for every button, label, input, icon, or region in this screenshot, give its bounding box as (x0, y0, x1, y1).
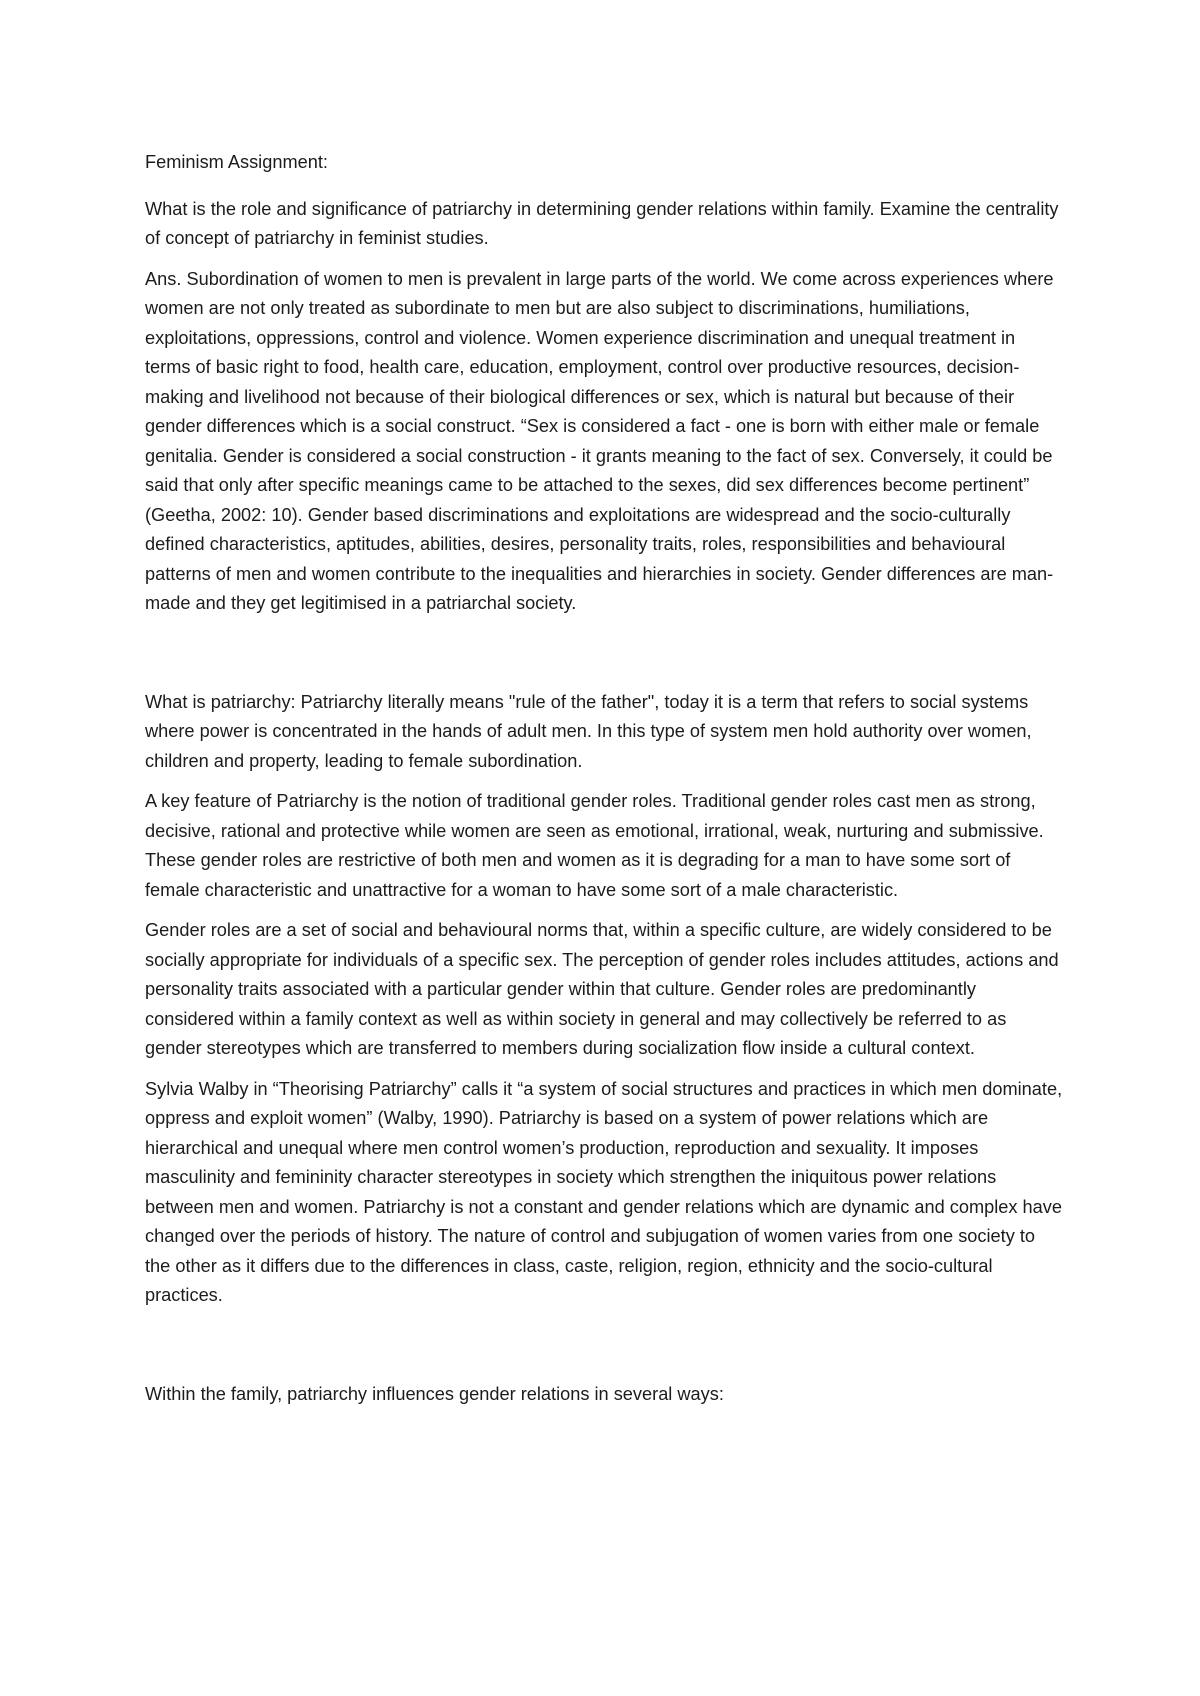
question-paragraph: What is the role and significance of patriarchy in determining gender relations within family. Examine the centrality of concept of patriarchy in feminist studies. (145, 198, 1059, 248)
walby-paragraph: Sylvia Walby in “Theorising Patriarchy” calls it “a system of social structures and practices in which men dominate, oppress and exploit women” (Walby, 1990). Patriarchy is based on a system of power relations which are hierarchical and unequal where men control women’s production, reproduction and sexuality. It imposes masculinity and femininity character stereotypes in society which strengthen the iniquitous power relations between men and women. Patriarchy is not a constant and gender relations which are dynamic and complex have changed over the periods of history. The nature of control and subjugation of women varies from one society to the other as it differs due to the differences in class, caste, religion, region, ethnicity and the socio-cultural practices. (145, 1078, 1063, 1305)
document-body (145, 148, 1065, 1420)
family-influence-paragraph: Within the family, patriarchy influences gender relations in several ways: (145, 1383, 724, 1404)
document-title: Feminism Assignment: (145, 152, 328, 172)
gender-roles-feature-paragraph: A key feature of Patriarchy is the notion of traditional gender roles. Traditional gender roles cast men as strong, decisive, rational and protective while women are seen as emotional, irrational, weak, nurturing and submissive. These gender roles are restrictive of both men and women as it is degrading for a man to have some sort of female characteristic and unattractive for a woman to have some sort of a male characteristic. (145, 791, 1044, 900)
answer-paragraph: Ans. Subordination of women to men is prevalent in large parts of the world. We come across experiences where women are not only treated as subordinate to men but are also subject to discriminations, humiliations, exploitations, oppressions, control and violence. Women experience discrimination and unequal treatment in terms of basic right to food, health care, education, employment, control over productive resources, decision-making and livelihood not because of their biological differences or sex, which is natural but because of their gender differences which is a social construct. “Sex is considered a fact - one is born with either male or female genitalia. Gender is considered a social construction - it grants meaning to the fact of sex. Conversely, it could be said that only after specific meanings came to be attached to the sexes, did sex differences become pertinent” (Geetha, 2002: 10). Gender based discriminations and exploitations are widespread and the socio-culturally defined characteristics, aptitudes, abilities, desires, personality traits, roles, responsibilities and behavioural patterns of men and women contribute to the inequalities and hierarchies in society. Gender differences are man-made and they get legitimised in a patriarchal society. (145, 268, 1054, 613)
patriarchy-definition-paragraph: What is patriarchy: Patriarchy literally means "rule of the father", today it is a term that refers to social systems where power is concentrated in the hands of adult men. In this type of system men hold authority over women, children and property, leading to female subordination. (145, 691, 1032, 771)
gender-roles-definition-paragraph: Gender roles are a set of social and behavioural norms that, within a specific culture, are widely considered to be socially appropriate for individuals of a specific sex. The perception of gender roles includes attitudes, actions and personality traits associated with a particular gender within that culture. Gender roles are predominantly considered within a family context as well as within society in general and may collectively be referred to as gender stereotypes which are transferred to members during socialization flow inside a cultural context. (145, 920, 1059, 1058)
